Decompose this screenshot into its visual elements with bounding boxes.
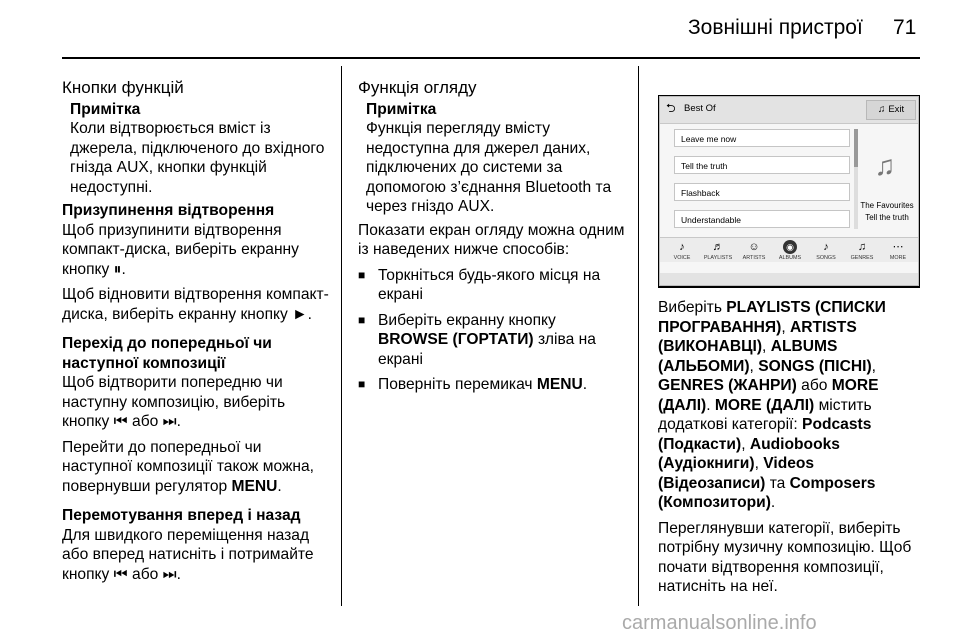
note-text: Функція перегляду вмісту недоступна для джерел даних, підключених до системи за допомогою з’єднання Bluetooth та через гніздо AUX. <box>366 120 612 215</box>
bold-run: Videos (Відеозаписи) <box>658 455 815 492</box>
column-categories <box>658 298 920 603</box>
bold-run: Composers (Композитори) <box>658 474 876 511</box>
text-run: або <box>796 377 832 394</box>
page-header <box>0 0 960 60</box>
list-item[interactable]: Leave me now <box>674 129 850 147</box>
section-heading: Кнопки функцій <box>62 78 184 97</box>
albums-icon: ◉ <box>783 240 797 254</box>
bold-run: BROWSE (ГОРТАТИ) <box>378 331 534 348</box>
tab-label: VOICE <box>673 255 691 261</box>
bold-run: Podcasts (Подкасти) <box>658 416 872 453</box>
note-label: Примітка <box>70 100 141 118</box>
now-playing-track: Tell the truth <box>865 213 909 222</box>
artists-icon: ☺ <box>748 241 760 253</box>
bullet-list <box>358 266 630 395</box>
tab-songs[interactable] <box>810 238 842 274</box>
subheading-pause: Призупинення відтворення <box>62 202 275 219</box>
paragraph: Щоб призупинити відтворення компакт-диска, виберіть екранну кнопку ⏸. <box>62 221 299 278</box>
column-divider-2 <box>638 66 639 606</box>
infotainment-screen <box>659 96 919 286</box>
text-run: Виберіть екранну кнопку <box>378 311 556 329</box>
tab-artists[interactable] <box>738 238 770 274</box>
subheading-ffrew: Перемотування вперед і назад <box>62 507 301 524</box>
note-text: Коли відтворюється вміст із джерела, підключеного до вхідного гнізда AUX, кнопки функцій недоступні. <box>70 120 325 196</box>
tab-label: PLAYLISTS <box>703 255 733 261</box>
column-divider-1 <box>341 66 342 606</box>
screen-bottombar <box>660 273 918 285</box>
text-run: , <box>749 357 759 375</box>
list-item <box>358 375 630 395</box>
bold-run: GENRES (ЖАНРИ) <box>658 377 797 394</box>
watermark-text: carmanualsonline.info <box>622 612 817 634</box>
exit-button[interactable] <box>866 100 916 120</box>
text-run: . <box>277 477 282 495</box>
voice-icon: ♪ <box>679 241 685 253</box>
list-item[interactable]: Tell the truth <box>674 156 850 174</box>
music-icon: ♫ <box>877 104 886 115</box>
scroll-thumb[interactable] <box>854 129 858 167</box>
song-list <box>674 129 850 229</box>
now-playing-album: The Favourites <box>860 201 914 210</box>
bold-run: MORE (ДАЛІ) <box>658 377 879 414</box>
bold-run: MENU <box>231 477 278 495</box>
bold-run: PLAYLISTS (СПИСКИ ПРОГРАВАННЯ) <box>658 299 886 336</box>
screen-title: Best Of <box>684 103 716 114</box>
list-item[interactable]: Understandable <box>674 210 850 228</box>
tab-label: SONGS <box>816 255 836 261</box>
tab-playlists[interactable] <box>702 238 734 274</box>
bold-run: ARTISTS (ВИКОНАВЦІ) <box>658 318 857 355</box>
paragraph <box>62 438 334 497</box>
page-title: Зовнішні пристрої <box>688 16 863 39</box>
tab-genres[interactable] <box>846 238 878 274</box>
section-heading: Функція огляду <box>358 78 477 97</box>
text-run: , <box>762 338 771 355</box>
text-run: зліва на екрані <box>378 331 596 368</box>
back-icon[interactable]: ⮌ <box>666 101 676 115</box>
note-block <box>358 100 630 217</box>
bold-run: MORE (ДАЛІ) <box>714 396 815 414</box>
tab-voice[interactable] <box>666 238 698 274</box>
text-run: . <box>582 376 588 393</box>
paragraph: Щоб відновити відтворення компакт-диска, виберіть екранну кнопку ►. <box>62 286 329 323</box>
screen-topbar <box>660 97 918 124</box>
bold-run: SONGS (ПІСНІ) <box>758 357 872 375</box>
text-run: , <box>781 318 791 336</box>
tab-label: MORE <box>889 255 907 261</box>
bold-run: Audiobooks (Аудіокниги) <box>658 435 840 472</box>
text-run: , <box>871 357 876 375</box>
category-tabbar <box>660 237 918 262</box>
note-label: Примітка <box>366 100 437 118</box>
exit-label: Exit <box>888 104 905 115</box>
tab-more[interactable] <box>882 238 914 274</box>
list-item <box>358 311 630 370</box>
tab-albums[interactable] <box>774 238 806 274</box>
playlists-icon: ♬ <box>712 241 724 253</box>
page-number: 71 <box>893 16 917 39</box>
tab-label: GENRES <box>850 255 874 261</box>
header-rule <box>62 57 920 59</box>
note-block <box>62 100 334 198</box>
text-run: . <box>706 396 715 414</box>
subheading-skip: Перехід до попередньої чи наступної композиції <box>62 335 272 372</box>
text-run: містить додаткові категорії: <box>658 396 872 433</box>
text-run: Перейти до попередньої чи наступної композиції також можна, повернувши регулятор <box>62 438 315 495</box>
bold-run: MENU <box>536 376 583 393</box>
paragraph: Показати екран огляду можна одним із наведених нижче способів: <box>358 221 625 258</box>
album-art-icon: ♫ <box>874 150 896 181</box>
list-item[interactable]: Flashback <box>674 183 850 201</box>
tab-label: ARTISTS <box>742 255 766 261</box>
more-icon: ⋯ <box>892 241 904 253</box>
column-function-buttons <box>62 78 334 590</box>
text-run: та <box>765 474 790 492</box>
text-run: Виберіть <box>658 299 727 316</box>
paragraph: Переглянувши категорії, виберіть потрібну музичну композицію. Щоб почати відтворення композиції, натисніть на неї. <box>658 519 912 595</box>
text-run: , <box>754 455 764 472</box>
text-run: Поверніть перемикач <box>378 376 537 393</box>
text-run: , <box>741 435 750 453</box>
paragraph: Для швидкого переміщення назад або вперед натисніть і потримайте кнопку ⏮ або ⏭. <box>62 526 314 583</box>
genres-icon: ♫ <box>857 241 867 253</box>
bold-run: ALBUMS (АЛЬБОМИ) <box>658 338 838 375</box>
tab-label: ALBUMS <box>778 255 802 261</box>
list-item: ■ Торкніться будь-якого місця на екрані <box>358 266 630 305</box>
paragraph: Щоб відтворити попередню чи наступну композицію, виберіть кнопку ⏮ або ⏭. <box>62 374 286 430</box>
column-browse-function <box>358 78 630 401</box>
paragraph <box>658 298 920 513</box>
text-run: . <box>770 494 776 511</box>
infotainment-screenshot <box>658 95 920 288</box>
songs-icon: ♪ <box>823 241 829 253</box>
